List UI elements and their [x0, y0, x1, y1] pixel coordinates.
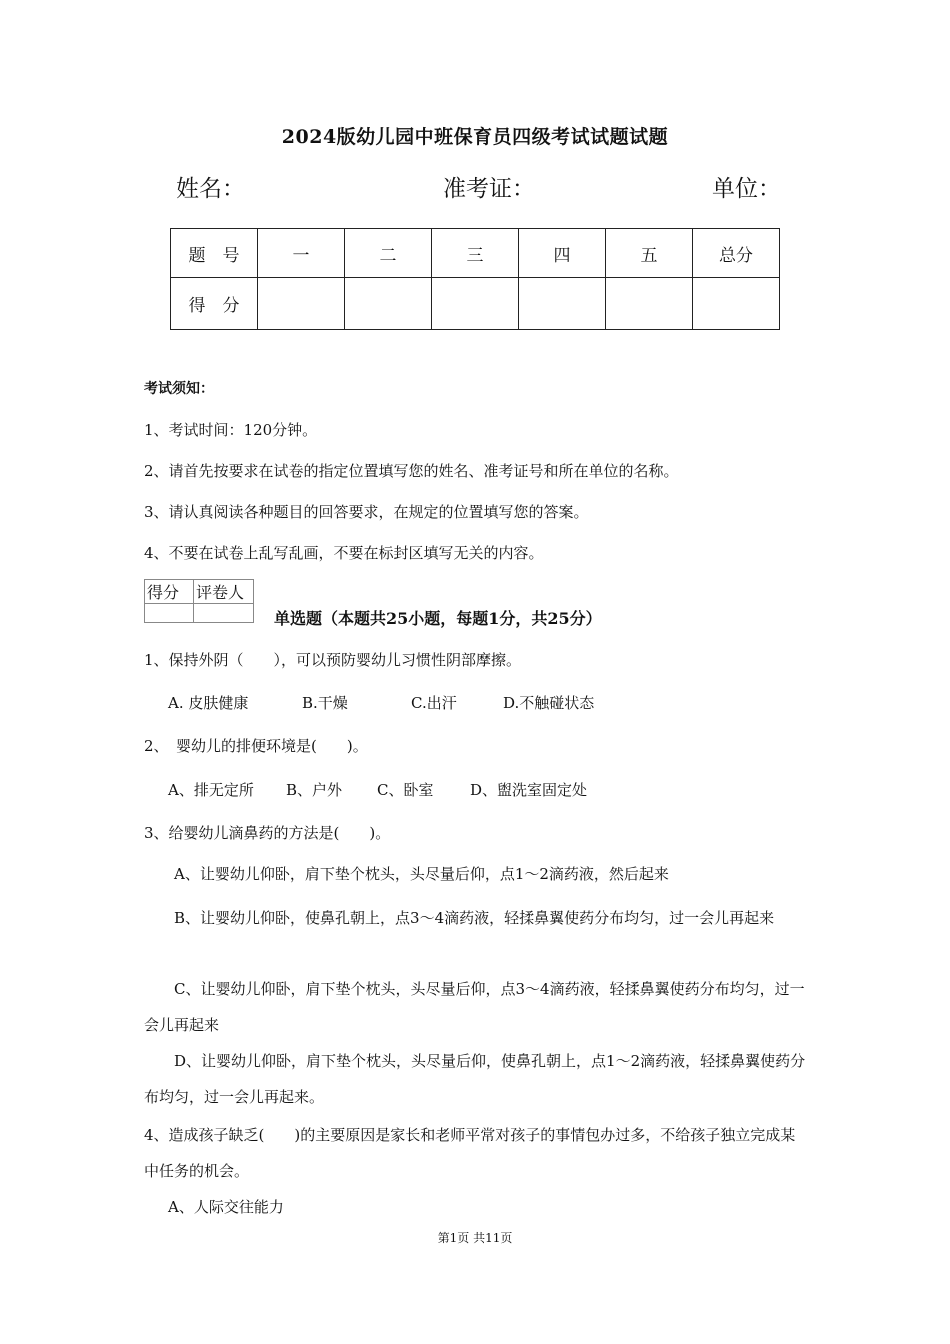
question-option: B、户外	[286, 781, 343, 799]
question-option: D.不触碰状态	[503, 694, 595, 712]
question-option: C、卧室	[377, 781, 434, 799]
score-header-cell: 五	[606, 229, 693, 278]
question-stem: 4、造成孩子缺乏( )的主要原因是家长和老师平常对孩子的事情包办过多，不给孩子独立完成某中任务的机会。	[144, 1126, 796, 1180]
question-stem: 3、给婴幼儿滴鼻药的方法是( )。	[144, 824, 391, 842]
section-title: 单选题（本题共25小题，每题1分，共25分）	[274, 609, 602, 628]
score-header-cell: 题 号	[171, 229, 258, 278]
score-header-cell: 三	[432, 229, 519, 278]
question-option: B、让婴幼儿仰卧，使鼻孔朝上，点3～4滴药液，轻揉鼻翼使药分布均匀，过一会儿再起来	[174, 909, 775, 927]
page-footer: 第1页 共11页	[437, 1231, 513, 1245]
score-header-cell: 一	[258, 229, 345, 278]
grader-reviewer-cell[interactable]	[194, 604, 254, 623]
note-item: 2、请首先按要求在试卷的指定位置填写您的姓名、准考证号和所在单位的名称。	[144, 462, 679, 480]
question-option: A、让婴幼儿仰卧，肩下垫个枕头，头尽量后仰，点1～2滴药液，然后起来	[174, 865, 669, 883]
score-cell[interactable]	[258, 278, 345, 330]
question-option: D、让婴幼儿仰卧，肩下垫个枕头，头尽量后仰，使鼻孔朝上，点1～2滴药液，轻揉鼻翼使药分布均匀，过一会儿再起来。	[144, 1052, 806, 1106]
score-row-label: 得 分	[171, 278, 258, 330]
unit-field-label: 单位：	[712, 176, 781, 202]
question-option: C、让婴幼儿仰卧，肩下垫个枕头，头尽量后仰，点3～4滴药液，轻揉鼻翼使药分布均匀，过一会儿再起来	[144, 980, 805, 1034]
note-item: 3、请认真阅读各种题目的回答要求，在规定的位置填写您的答案。	[144, 503, 589, 521]
grader-score-cell[interactable]	[145, 604, 194, 623]
score-cell[interactable]	[345, 278, 432, 330]
grader-reviewer-label: 评卷人	[194, 580, 254, 604]
question-option: A. 皮肤健康	[168, 694, 249, 712]
question-stem: 2、 婴幼儿的排便环境是( )。	[144, 737, 368, 755]
score-table	[170, 228, 780, 330]
score-cell[interactable]	[693, 278, 780, 330]
name-field-label: 姓名：	[176, 176, 245, 202]
question-option: D、盥洗室固定处	[470, 781, 588, 799]
exam-id-field-label: 准考证：	[443, 176, 535, 202]
grader-score-label: 得分	[145, 580, 194, 604]
question-option: A、排无定所	[168, 781, 254, 799]
score-cell[interactable]	[519, 278, 606, 330]
question-option: A、人际交往能力	[168, 1198, 284, 1216]
note-item: 1、考试时间：120分钟。	[144, 421, 318, 439]
question-stem: 1、保持外阴（ ），可以预防婴幼儿习惯性阴部摩擦。	[144, 651, 522, 669]
note-item: 4、不要在试卷上乱写乱画，不要在标封区填写无关的内容。	[144, 544, 544, 562]
score-cell[interactable]	[432, 278, 519, 330]
score-table-header-row	[171, 229, 780, 278]
grader-box	[144, 579, 254, 623]
page-title: 2024版幼儿园中班保育员四级考试试题试题	[281, 126, 669, 148]
score-table-score-row	[171, 278, 780, 330]
score-header-cell: 二	[345, 229, 432, 278]
question-option: C.出汗	[411, 694, 457, 712]
score-header-cell: 四	[519, 229, 606, 278]
notes-title: 考试须知：	[144, 381, 214, 397]
score-cell[interactable]	[606, 278, 693, 330]
question-option: B.干燥	[302, 694, 348, 712]
score-header-cell: 总分	[693, 229, 780, 278]
